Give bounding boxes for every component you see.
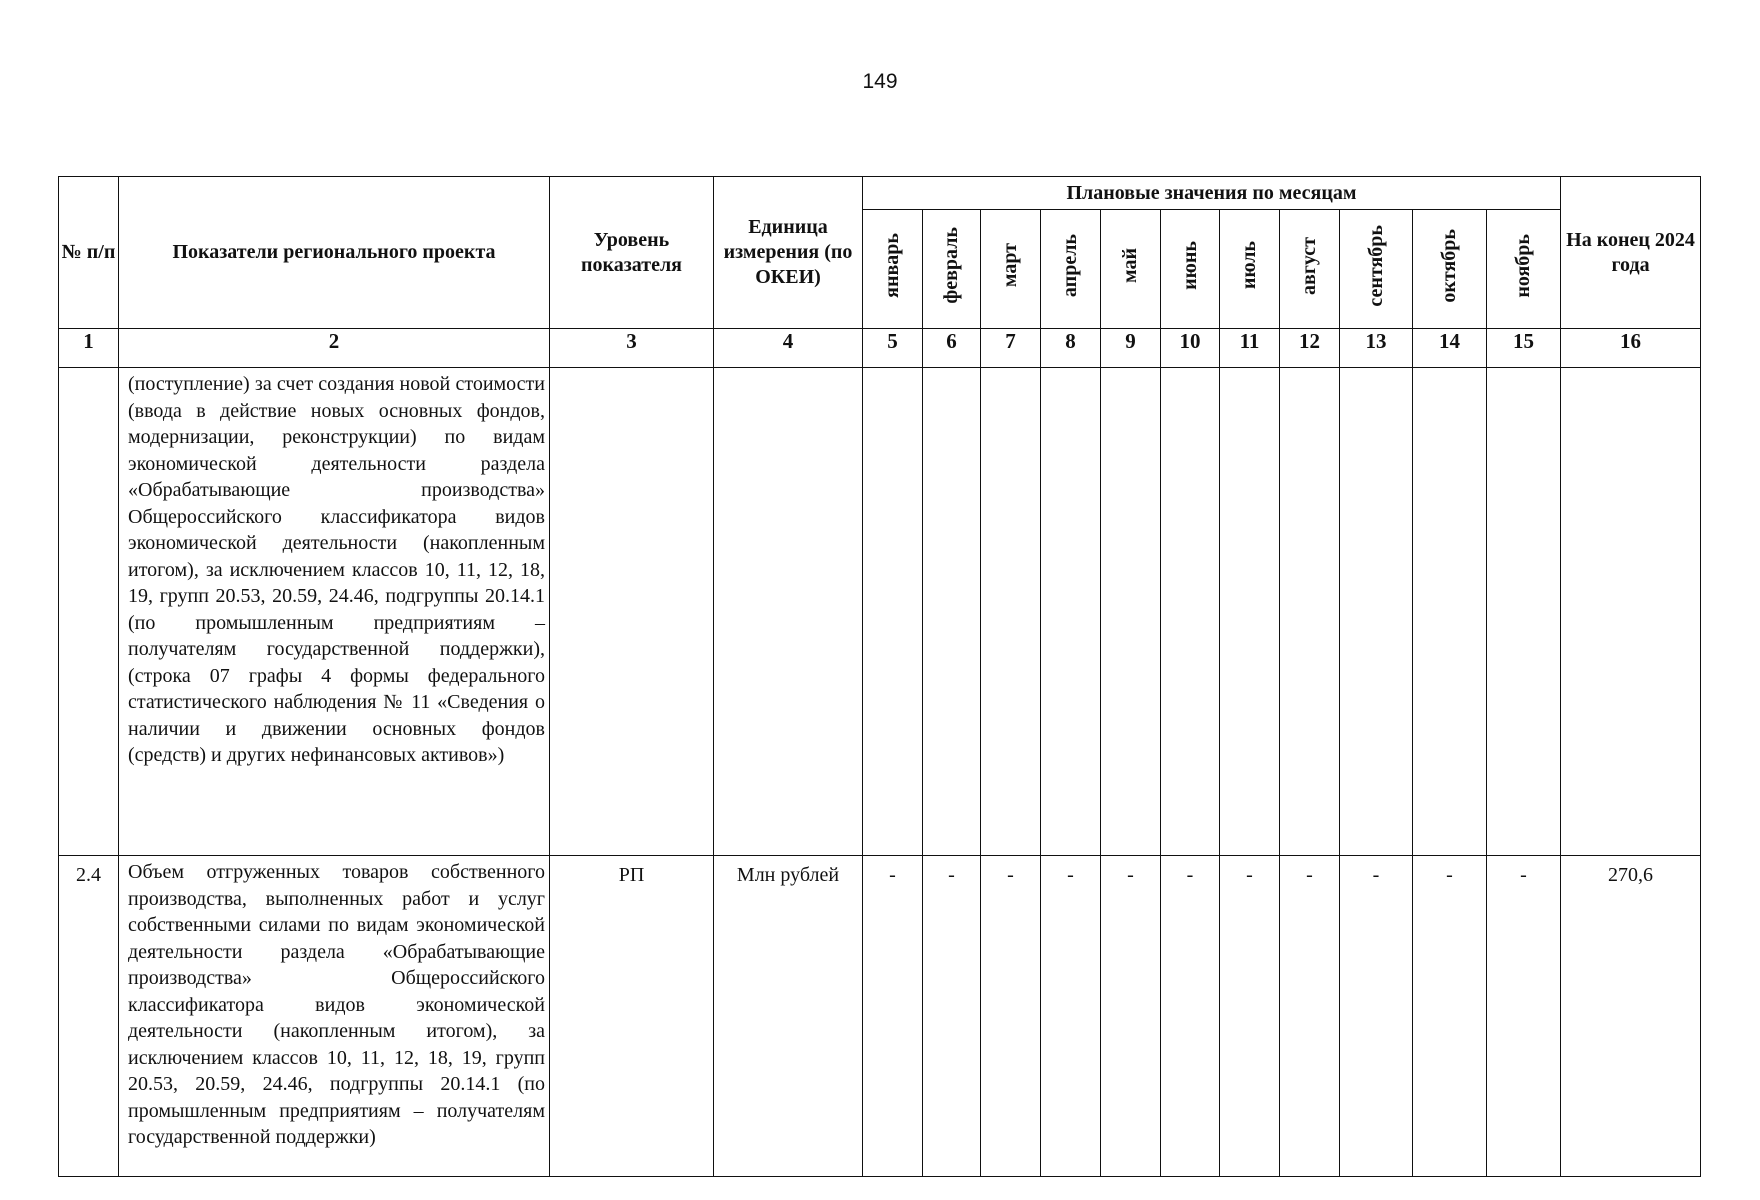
row-month-value: - <box>1487 856 1561 1177</box>
row-month-value <box>1487 368 1561 856</box>
row-month-value: - <box>1161 856 1220 1177</box>
column-number: 6 <box>923 329 981 368</box>
row-level <box>550 368 714 856</box>
column-number: 9 <box>1101 329 1161 368</box>
column-number: 10 <box>1161 329 1220 368</box>
header-month: октябрь <box>1413 210 1487 329</box>
column-number: 16 <box>1561 329 1701 368</box>
row-month-value <box>1340 368 1413 856</box>
row-month-value: - <box>863 856 923 1177</box>
row-indicator: (поступление) за счет создания новой стоимости (ввода в действие новых основных фондов, модернизации, реконструкции) по видам экономической деятельности раздела «Обрабатывающие производства» Общероссийского классификатора видов экономической деятельности (накопленным итогом), за исключением классов 10, 11, 12, 18, 19, групп 20.53, 20.59, 24.46, подгруппы 20.14.1 (по промышленным предприятиям – получателям государственной поддержки), (строка 07 графы 4 формы федерального статистического наблюдения № 11 «Сведения о наличии и движении основных фондов (средств) и других нефинансовых активов») <box>119 368 550 856</box>
row-month-value: - <box>923 856 981 1177</box>
row-month-value: - <box>1101 856 1161 1177</box>
column-number: 4 <box>714 329 863 368</box>
header-month: сентябрь <box>1340 210 1413 329</box>
header-no: № п/п <box>59 177 119 329</box>
row-indicator: Объем отгруженных товаров собственного производства, выполненных работ и услуг собственными силами по видам экономической деятельности раздела «Обрабатывающие производства» Общероссийского классификатора видов экономической деятельности (накопленным итогом), за исключением классов 10, 11, 12, 18, 19, групп 20.53, 20.59, 24.46, подгруппы 20.14.1 (по промышленным предприятиям – получателям государственной поддержки) <box>119 856 550 1177</box>
table-row <box>59 368 1701 856</box>
indicators-table <box>58 176 1701 1177</box>
header-month: июль <box>1220 210 1280 329</box>
column-number: 2 <box>119 329 550 368</box>
column-number: 3 <box>550 329 714 368</box>
column-number: 15 <box>1487 329 1561 368</box>
header-indicator: Показатели регионального проекта <box>119 177 550 329</box>
header-month: март <box>981 210 1041 329</box>
column-number: 8 <box>1041 329 1101 368</box>
row-unit <box>714 368 863 856</box>
column-number: 7 <box>981 329 1041 368</box>
header-month: май <box>1101 210 1161 329</box>
header-month: ноябрь <box>1487 210 1561 329</box>
header-month: январь <box>863 210 923 329</box>
row-month-value: - <box>1340 856 1413 1177</box>
header-year-end: На конец 2024 года <box>1561 177 1701 329</box>
row-no <box>59 368 119 856</box>
row-month-value <box>923 368 981 856</box>
header-month: август <box>1280 210 1340 329</box>
column-number: 5 <box>863 329 923 368</box>
row-unit: Млн рублей <box>714 856 863 1177</box>
row-month-value <box>981 368 1041 856</box>
header-row-1 <box>59 177 1701 210</box>
header-unit: Единица измерения (по ОКЕИ) <box>714 177 863 329</box>
row-month-value: - <box>981 856 1041 1177</box>
column-number: 12 <box>1280 329 1340 368</box>
row-month-value: - <box>1041 856 1101 1177</box>
column-number-row <box>59 329 1701 368</box>
table-row <box>59 856 1701 1177</box>
header-level: Уровень показателя <box>550 177 714 329</box>
row-month-value <box>1280 368 1340 856</box>
row-month-value <box>1041 368 1101 856</box>
header-month: февраль <box>923 210 981 329</box>
header-month: июнь <box>1161 210 1220 329</box>
column-number: 11 <box>1220 329 1280 368</box>
row-month-value <box>1413 368 1487 856</box>
page-number: 149 <box>862 70 898 93</box>
row-no: 2.4 <box>59 856 119 1177</box>
row-year-end <box>1561 368 1701 856</box>
row-month-value: - <box>1280 856 1340 1177</box>
row-month-value: - <box>1220 856 1280 1177</box>
row-month-value <box>863 368 923 856</box>
row-month-value: - <box>1413 856 1487 1177</box>
row-level: РП <box>550 856 714 1177</box>
row-month-value <box>1161 368 1220 856</box>
header-planned: Плановые значения по месяцам <box>863 177 1561 210</box>
row-month-value <box>1220 368 1280 856</box>
header-month: апрель <box>1041 210 1101 329</box>
row-month-value <box>1101 368 1161 856</box>
column-number: 1 <box>59 329 119 368</box>
row-year-end: 270,6 <box>1561 856 1701 1177</box>
column-number: 13 <box>1340 329 1413 368</box>
column-number: 14 <box>1413 329 1487 368</box>
